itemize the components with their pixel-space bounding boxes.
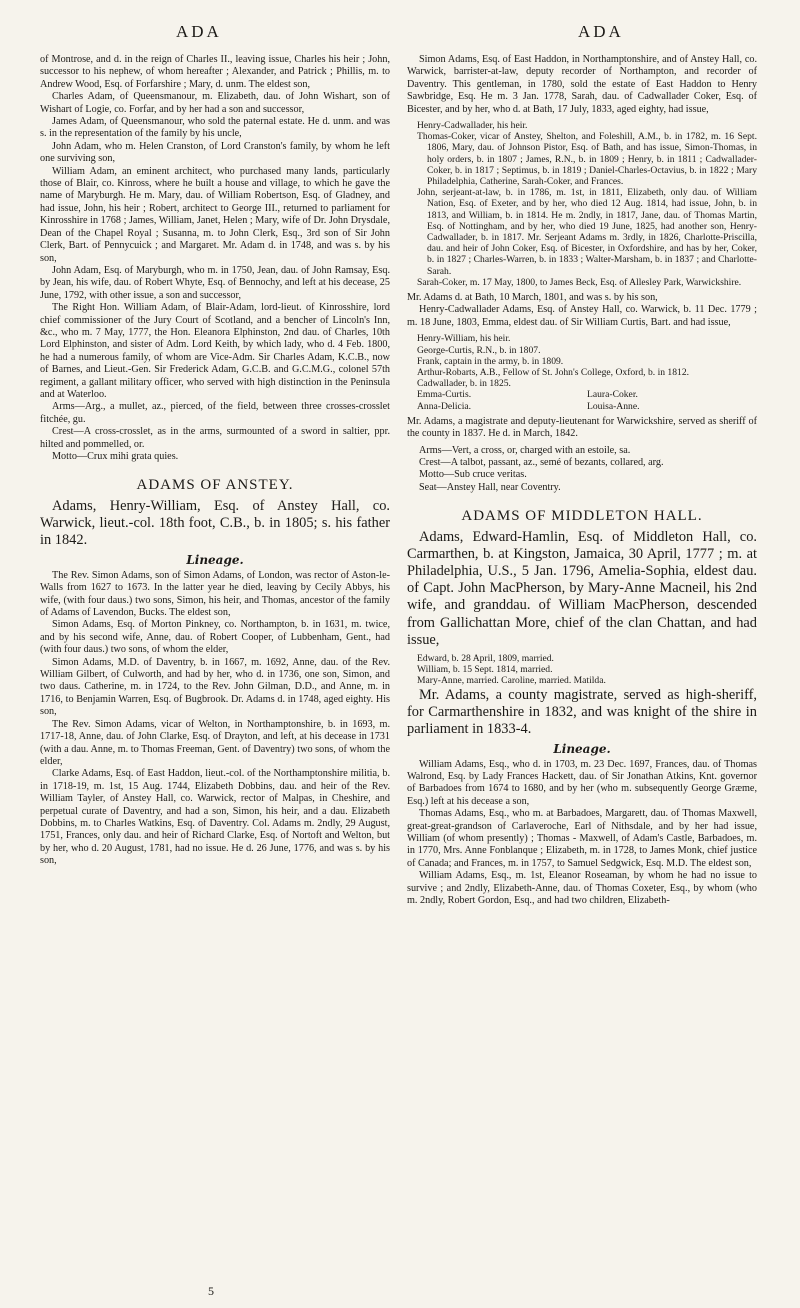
daughters-row bbox=[407, 401, 757, 412]
arms-line: Arms—Vert, a cross, or, charged with an estoile, sa. bbox=[419, 444, 631, 456]
issue-list-item: Edward, b. 28 April, 1809, married. bbox=[417, 652, 554, 664]
paragraph: John Adam, who m. Helen Cranston, of Lord Cranston's family, by whom he left one surviving son, bbox=[40, 140, 390, 165]
paragraph: Thomas Adams, Esq., who m. at Barbadoes, Margarett, dau. of Thomas Maxwell, great-great-grandson of Carlaveroche, Earl of Nithsdale, and by her had issue, William (of whom presently) ; Thomas - Maxwell, of Adam's Castle, Barbadoes, m. in 1770, Mrs. Anne Fonblanque ; Elizabeth, m. in 1728, to James Monk, chief justice of Canada; and Frances, m. in 1757, to Samuel Sedgwick, Esq. M.D. The eldest son, bbox=[407, 808, 757, 869]
issue-list-item: Thomas-Coker, vicar of Anstey, Shelton, and Foleshill, A.M., b. in 1782, m. 16 Sept. 1806, Mary, dau. of Johnson Pistor, Esq. of Bath, and has issue, Simon-Thomas, in holy orders, b. in 1807 ; James, R.N., b. in 1809 ; Henry, b. in 1811 ; Cadwallader-Coker, b. in 1817 ; Septimus, b. in 1819 ; Daniel-Charles-Octavius, b. in 1822 ; Mary Philadelphia, Catherine, Sarah-Coker, and Frances. bbox=[417, 131, 757, 188]
section-title-anstey: ADAMS OF ANSTEY. bbox=[136, 477, 294, 494]
left-column bbox=[40, 54, 390, 868]
arms-line: Arms—Arg., a mullet, az., pierced, of the field, between three crosses-crosslet fitchée, gu. bbox=[40, 401, 390, 425]
paragraph: The Rev. Simon Adams, vicar of Welton, in Northamptonshire, b. in 1693, m. 1717-18, Anne, dau. of John Clarke, Esq. of Drayton, and left, at his decease in 1731 (with a dau. Anne, m. to Thomas Freeman, Gent. of Daventry) two sons, of whom the elder, bbox=[40, 718, 390, 767]
paragraph: Henry-Cadwallader Adams, Esq. of Anstey Hall, co. Warwick, b. 11 Dec. 1779 ; m. 18 June, 1803, Emma, eldest dau. of Sir William Curtis, Bart. and had issue, bbox=[407, 304, 757, 328]
motto-line: Motto—Crux mihi grata quies. bbox=[52, 451, 179, 462]
daughter-name: Emma-Curtis. bbox=[417, 389, 472, 401]
daughters-row bbox=[407, 389, 757, 400]
paragraph: William Adams, Esq., m. 1st, Eleanor Roseaman, by whom he had no issue to survive ; and 2ndly, Elizabeth-Anne, dau. of Thomas Coxeter, Esq., by whom (who m. 2ndly, Robert Gordon, Esq., and had two children, Elizabeth- bbox=[407, 870, 757, 907]
paragraph: Simon Adams, M.D. of Daventry, b. in 1667, m. 1692, Anne, dau. of the Rev. William Gilbert, of Culworth, and had by her, who d. in 1736, one son, Simon, and two daus. Catherine, m. in 1724, to the Rev. John Gilman, D.D., and Anne, m. in 1716, to Benjamin Warren, Esq. of Bugbrook. Dr. Adams d. in 1748, aged eighty. His son, bbox=[40, 656, 390, 718]
lineage-heading: Lineage. bbox=[186, 553, 244, 568]
paragraph: Clarke Adams, Esq. of East Haddon, lieut.-col. of the Northamptonshire militia, b. in 1718-19, m. 1st, 15 Aug. 1744, Elizabeth Dobbins, dau. and heir of the Rev. William Tayler, of Anstey Hall, co. Warwick, rector of Malpas, in Cheshire, and perpetual curate of Daventry, and had a son, Simon, his heir, and a dau. Elizabeth Dobbins, m. to Charles Watkins, Esq. of Daventry. Col. Adams m. 2ndly, 29 August, 1751, Frances, only dau. and heir of Richard Clarke, Esq. of Nortoft and Welton, but by her, who d. 20 August, 1781, had no issue. He d. 26 June, 1776, and was s. by his son, bbox=[40, 768, 390, 867]
running-head-right: ADA bbox=[578, 22, 624, 41]
right-column bbox=[407, 54, 757, 907]
section-tail-middleton: Mr. Adams, a county magistrate, served as high-sheriff, for Carmarthenshire in 1832, and was knight of the shire in parliament in 1833-4. bbox=[407, 686, 757, 737]
issue-list-item: Arthur-Robarts, A.B., Fellow of St. John's College, Oxford, b. in 1812. bbox=[417, 366, 690, 378]
running-head-left: ADA bbox=[176, 22, 222, 41]
motto-line: Motto—Sub cruce veritas. bbox=[419, 469, 527, 481]
paragraph: William Adams, Esq., who d. in 1703, m. 23 Dec. 1697, Frances, dau. of Thomas Walrond, Esq. by Lady Frances Hackett, dau. of Sir Jonathan Atkins, Knt. governor of Barbadoes from 1674 to 1680, and by her (who m. subsequently George Græme, Esq.) left at his decease a son, bbox=[407, 758, 757, 807]
seat-line: Seat—Anstey Hall, near Coventry. bbox=[419, 481, 561, 493]
section-title-middleton: ADAMS OF MIDDLETON HALL. bbox=[461, 508, 703, 525]
section-intro-middleton: Adams, Edward-Hamlin, Esq. of Middleton Hall, co. Carmarthen, b. at Kingston, Jamaica, 30 April, 1777 ; m. at Philadelphia, U.S., 5 Jan. 1796, Amelia-Sophia, eldest dau. of Capt. John MacPherson, by Mary-Anne Macneil, his 2nd wife, and granddau. of William MacPherson, descended from Gallichattan More, chief of the clan Chattan, and had issue, bbox=[407, 528, 757, 648]
page-number: 5 bbox=[208, 1284, 214, 1298]
paragraph: William Adam, an eminent architect, who purchased many lands, particularly those of Blair, co. Kinross, where he built a house and village, to which he gave the name of Maryburgh. He m. Mary, dau. of William Robertson, Esq. of Gladney, and had issue, John, his heir ; Robert, architect to George III., returned to parliament for Kinrosshire in 1768 ; James, William, Janet, Helen ; Mary, wife of Dr. John Drysdale, Dean of the Chapel Royal ; Susanna, m. to John Clerk, Esq., 3rd son of Sir John Clerk, Bart. of Pennycuick ; and Margaret. Mr. Adam d. in 1748, and was s. by his son, bbox=[40, 165, 390, 264]
paragraph: James Adam, of Queensmanour, who sold the paternal estate. He d. unm. and was s. in the representation of the family by his uncle, bbox=[40, 116, 390, 140]
running-header bbox=[0, 22, 800, 46]
lineage-heading: Lineage. bbox=[553, 742, 611, 757]
paragraph: Charles Adam, of Queensmanour, m. Elizabeth, dau. of John Wishart, son of Wishart of Logie, co. Forfar, and by her had a son and successor, bbox=[40, 91, 390, 115]
issue-list-item: Henry-Cadwallader, his heir. bbox=[417, 120, 528, 132]
issue-list-item: George-Curtis, R.N., b. in 1807. bbox=[417, 344, 541, 356]
issue-list-item: Henry-William, his heir. bbox=[417, 333, 511, 345]
paragraph: The Rev. Simon Adams, son of Simon Adams, of London, was rector of Aston-le-Walls from 1627 to 1673. In the latter year he died, leaving by Cecily Abbys, his wife, (with four daus.) two sons, Simon, his heir, and Thomas, ancestor of the family of Adams of Lavendon, Bucks. The eldest son, bbox=[40, 569, 390, 619]
issue-list-item: Mary-Anne, married. Caroline, married. Matilda. bbox=[417, 675, 606, 687]
paragraph: of Montrose, and d. in the reign of Charles II., leaving issue, Charles his heir ; John, successor to his nephew, of whom hereafter ; Alexander, and Patrick ; Phillis, m. to Andrew Wood, Esq. of Forfarshire ; Mary, d. unm. The eldest son, bbox=[40, 54, 390, 90]
paragraph: John Adam, Esq. of Maryburgh, who m. in 1750, Jean, dau. of John Ramsay, Esq. by Jean, his wife, dau. of Robert Whyte, Esq. of Bennochy, and left at his decease, 25 June, 1792, with other issue, a son and successor, bbox=[40, 264, 390, 301]
paragraph: Simon Adams, Esq. of East Haddon, in Northamptonshire, and of Anstey Hall, co. Warwick, barrister-at-law, deputy recorder of Northampton, and recorder of Daventry. This gentleman, in 1780, sold the estate of East Haddon to Henry Sawbridge, Esq. He m. 3 Jan. 1778, Sarah, dau. of Cadwallader Coker, Esq. of Bicester, and by her, who d. at Bath, 17 July, 1833, aged eighty, had issue, bbox=[407, 54, 757, 115]
paragraph: Mr. Adams, a magistrate and deputy-lieutenant for Warwickshire, served as sheriff of the county in 1837. He d. in March, 1842. bbox=[407, 415, 757, 440]
daughter-name: Laura-Coker. bbox=[587, 389, 638, 401]
paragraph: Mr. Adams d. at Bath, 10 March, 1801, and was s. by his son, bbox=[407, 292, 658, 304]
issue-list-item: Cadwallader, b. in 1825. bbox=[417, 378, 511, 390]
daughter-name: Louisa-Anne. bbox=[587, 400, 640, 412]
issue-list-item: Sarah-Coker, m. 17 May, 1800, to James Beck, Esq. of Allesley Park, Warwickshire. bbox=[417, 276, 742, 288]
crest-line: Crest—A cross-crosslet, as in the arms, surmounted of a sword in saltier, ppr. hilted and pommelled, or. bbox=[40, 426, 390, 450]
crest-line: Crest—A talbot, passant, az., semé of bezants, collared, arg. bbox=[419, 456, 664, 468]
issue-list-item: Frank, captain in the army, b. in 1809. bbox=[417, 355, 564, 367]
section-intro-anstey: Adams, Henry-William, Esq. of Anstey Hall, co. Warwick, lieut.-col. 18th foot, C.B., b. in 1805; s. his father in 1842. bbox=[40, 497, 390, 549]
issue-list-item: William, b. 15 Sept. 1814, married. bbox=[417, 664, 553, 676]
issue-list-item: John, serjeant-at-law, b. in 1786, m. 1st, in 1811, Elizabeth, only dau. of William Nation, Esq. of Exeter, and by her, who died 12 Aug. 1814, had issue, John, b. in 1813, and William, b. in 1814. He m. 2ndly, in 1817, Jane, dau. of Thomas Martin, Esq. of Nottingham, and by her, who died 19 June, 1825, had another son, Henry-Cadwallader, b. in 1817. Mr. Serjeant Adams m. 3rdly, in 1826, Charlotte-Priscilla, dau. and heir of John Coker, Esq. of Bicester, in Oxfordshire, and has by her, Coker, b. in 1827 ; Charles-Warren, b. in 1833 ; Walter-Marsham, b. in 1837 ; and Charlotte-Sarah. bbox=[417, 187, 757, 277]
paragraph: Simon Adams, Esq. of Morton Pinkney, co. Northampton, b. in 1631, m. twice, and by his second wife, Anne, dau. of Robert Cooper, of Lubbenham, Gent., had (with four daus.) two sons, of whom the elder, bbox=[40, 619, 390, 656]
paragraph: The Right Hon. William Adam, of Blair-Adam, lord-lieut. of Kinrosshire, lord chief commissioner of the Jury Court of Scotland, and a bencher of Lincoln's Inn, &c., who m. 7 May, 1777, the Hon. Eleanora Elphinston, 2nd dau. of Charles, 10th Lord Elphinston, and sister of Adm. Lord Keith, by which lady, who d. 4 Feb. 1800, he had a numerous family, of whom are Vice-Adm. Sir Charles Adam, K.C.B., now of Barnes, and Lieut.-Gen. Sir Frederick Adam, G.C.B. and G.C.M.G., colonel 57th regiment, a gallant military officer, who served with high distinction in the Peninsula and at Waterloo. bbox=[40, 302, 390, 400]
daughter-name: Anna-Delicia. bbox=[417, 400, 472, 412]
